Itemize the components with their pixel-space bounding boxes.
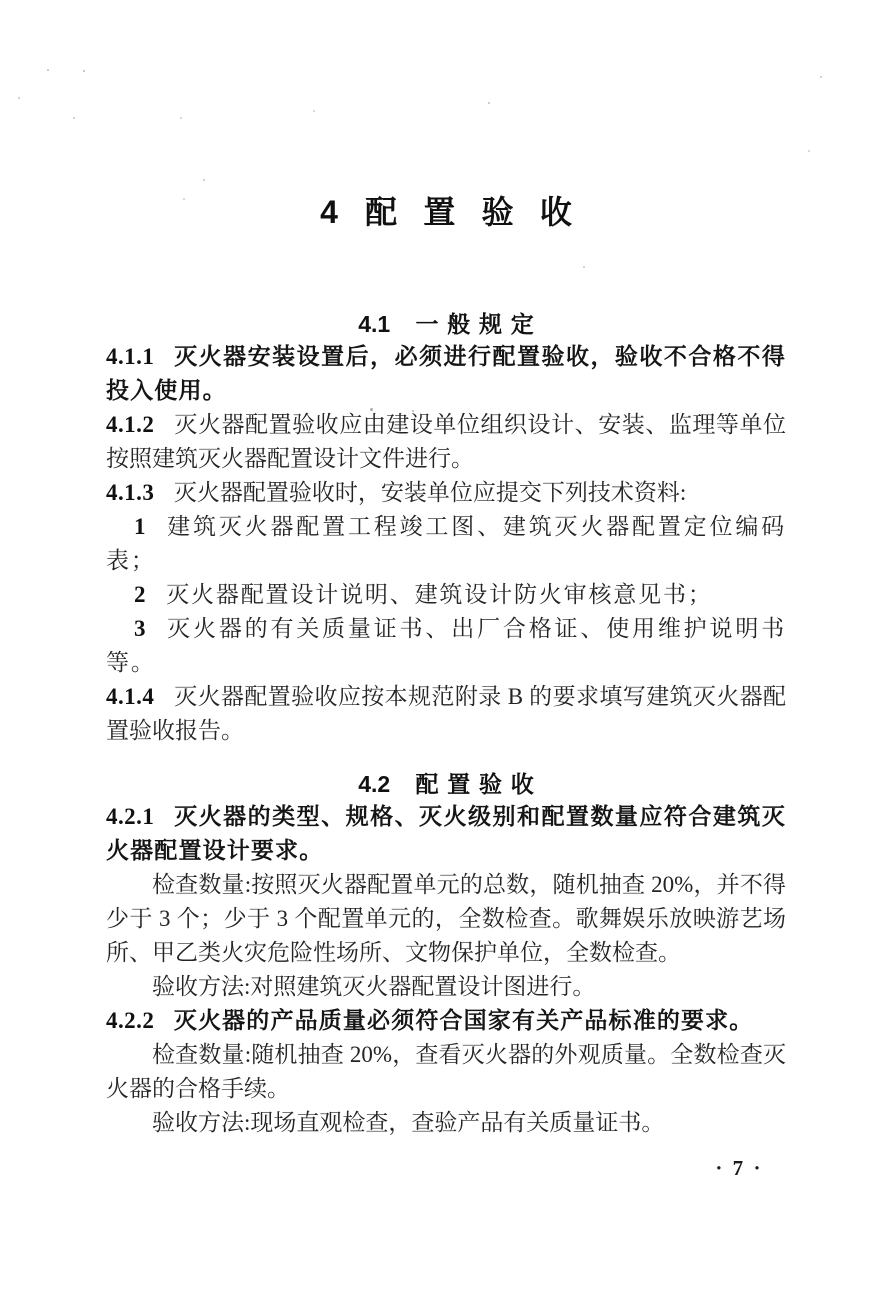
clause-4-1-4 [106, 680, 786, 748]
scan-speck [83, 70, 85, 72]
item-text: 建筑灭火器配置工程竣工图、建筑灭火器配置定位编码表； [106, 514, 786, 573]
clause-text: 灭火器的产品质量必须符合国家有关产品标准的要求。 [173, 1008, 754, 1033]
chapter-title: 配置验收 [365, 194, 599, 230]
acceptance-method-paragraph: 验收方法:对照建筑灭火器配置设计图进行。 [152, 974, 596, 999]
section-number: 4.1 [358, 311, 391, 337]
clause-text: 灭火器安装设置后，必须进行配置验收，验收不合格不得投入使用。 [106, 344, 786, 403]
scan-speck [808, 150, 810, 152]
page-content [106, 0, 786, 1140]
scan-speck [47, 69, 49, 71]
item-text: 灭火器的有关质量证书、出厂合格证、使用维护说明书等。 [106, 616, 786, 675]
item-number: 2 [134, 582, 146, 607]
section-number: 4.2 [358, 771, 391, 797]
clause-number: 4.1.3 [106, 480, 155, 505]
scan-speck [73, 117, 75, 119]
clause-4-2-1 [106, 800, 786, 868]
clause-4-2-2 [106, 1004, 786, 1038]
item-text: 灭火器配置设计说明、建筑设计防火审核意见书； [166, 582, 713, 607]
section-4-1-body [106, 340, 786, 748]
section-4-2-body [106, 800, 786, 1140]
chapter-heading [106, 190, 786, 234]
clause-4-1-3 [106, 476, 786, 510]
section-heading-4-1 [106, 308, 786, 340]
section-title: 配置验收 [415, 771, 543, 797]
clause-text: 灭火器配置验收时，安装单位应提交下列技术资料: [173, 480, 687, 505]
check-quantity-paragraph: 检查数量:按照灭火器配置单元的总数，随机抽查 20%，并不得少于 3 个；少于 3 个配置单元的，全数检查。歌舞娱乐放映游艺场所、甲乙类火灾危险性场所、文物保护单位，全数检查。 [106, 872, 786, 965]
section-title: 一般规定 [415, 311, 543, 337]
acceptance-method-paragraph: 验收方法:现场直观检查，查验产品有关质量证书。 [152, 1110, 665, 1135]
section-heading-4-2 [106, 768, 786, 800]
chapter-number: 4 [320, 194, 338, 230]
item-number: 1 [134, 514, 146, 539]
item-number: 3 [134, 616, 146, 641]
scan-speck [18, 97, 20, 99]
check-quantity-paragraph: 检查数量:随机抽查 20%，查看灭火器的外观质量。全数检查灭火器的合格手续。 [106, 1042, 786, 1101]
page-number: · 7 · [715, 1156, 763, 1180]
clause-number: 4.1.4 [106, 684, 155, 709]
clause-number: 4.2.2 [106, 1008, 155, 1033]
scan-speck [820, 76, 822, 78]
list-item-2 [106, 578, 786, 612]
clause-4-1-1 [106, 340, 786, 408]
list-item-1 [106, 510, 786, 578]
list-item-3 [106, 612, 786, 680]
clause-text: 灭火器的类型、规格、灭火级别和配置数量应符合建筑灭火器配置设计要求。 [106, 804, 786, 863]
clause-text: 灭火器配置验收应按本规范附录 B 的要求填写建筑灭火器配置验收报告。 [106, 684, 786, 743]
clause-4-1-2 [106, 408, 786, 476]
clause-number: 4.1.1 [106, 344, 155, 369]
clause-number: 4.2.1 [106, 804, 155, 829]
clause-text: 灭火器配置验收应由建设单位组织设计、安装、监理等单位按照建筑灭火器配置设计文件进行。 [106, 412, 786, 471]
clause-number: 4.1.2 [106, 412, 155, 437]
